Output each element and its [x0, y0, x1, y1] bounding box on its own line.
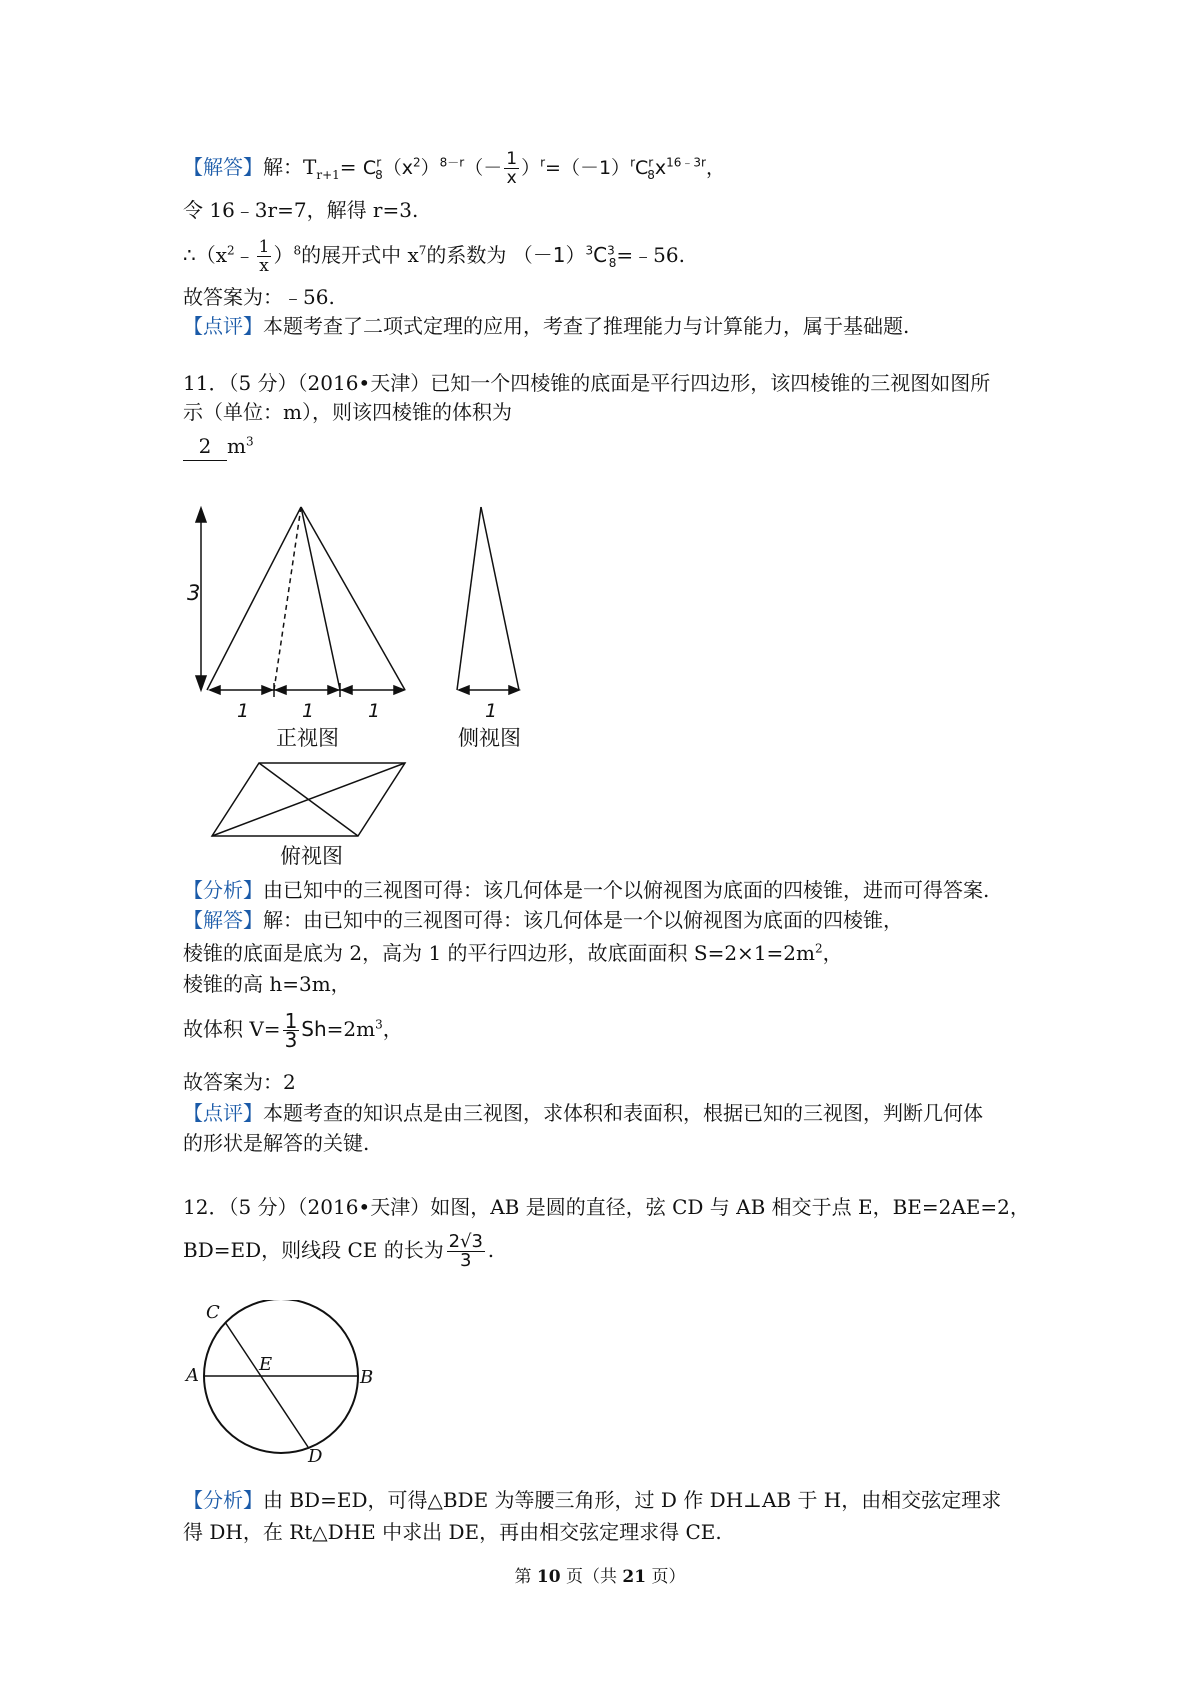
- coefficient-formula: $(-1)^3C^3_8$: [512, 243, 617, 270]
- front-view: [207, 507, 405, 690]
- q11-comment-1: 【点评】本题考查的知识点是由三视图，求体积和表面积，根据已知的三视图，判断几何体: [183, 1101, 983, 1125]
- chord-cd: [225, 1322, 308, 1447]
- page-footer: 第 10 页（共 21 页）: [514, 1567, 686, 1587]
- q10-line3: $\therefore(x^2﹣$ $\frac{1}{x}$ ）$^8$的展开式中 $x^7$的系数为 $(-1)^3C^3_8=﹣56$.: [183, 237, 685, 276]
- point-label-d: D: [308, 1446, 323, 1467]
- q10-answer: 故答案为：﹣56.: [183, 285, 335, 309]
- analysis-tag: 【分析】: [183, 1488, 263, 1512]
- analysis-tag: 【分析】: [183, 878, 263, 902]
- solve-tag: 【解答】: [183, 155, 263, 179]
- front-dim-label-3: 1: [368, 700, 381, 722]
- q11-solve-1: 【解答】解：由已知中的三视图可得：该几何体是一个以俯视图为底面的四棱锥，: [183, 908, 903, 932]
- q12-stem-2: BD=ED，则线段 CE 的长为 $\frac{2√3}{3}$ .: [183, 1231, 495, 1271]
- q11-blank-line: 2 $m^3$: [183, 432, 254, 461]
- point-label-b: B: [360, 1367, 374, 1388]
- front-dim-label-1: 1: [237, 700, 250, 722]
- front-dimension-arrows: [210, 683, 404, 697]
- side-dimension-arrow: [459, 686, 519, 694]
- comment-tag: 【点评】: [183, 1101, 263, 1125]
- point-label-e: E: [259, 1354, 273, 1375]
- binomial-term-formula: $C^r_8(x^2)^{8-r}(-$ $\frac{1}{x}$ ）$^r=(-1)^rC^r_8x^{16﹣3r}$，: [362, 149, 725, 188]
- side-view: [457, 507, 519, 690]
- answer-blank: 2: [183, 432, 227, 461]
- q10-solve-line: 【解答】解：$T_{r+1}= C^r_8(x^2)^{8-r}(-$ $\frac{1}{x}$ ）$^r=(-1)^rC^r_8x^{16﹣3r}$，: [183, 149, 725, 188]
- q10-comment: 【点评】本题考查了二项式定理的应用，考查了推理能力与计算能力，属于基础题.: [183, 314, 910, 338]
- front-view-title: 正视图: [276, 726, 339, 750]
- fraction: $\frac{1}{x}$: [506, 149, 518, 188]
- side-dim-label: 1: [485, 700, 498, 722]
- q12-stem-1: 12．（5 分）（2016•天津）如图，AB 是圆的直径，弦 CD 与 AB 相交于点 E，BE=2AE=2，: [183, 1195, 1030, 1219]
- q11-solve-2: 棱锥的底面是底为 2，高为 1 的平行四边形，故底面面积 $S=2\times 1=2m^2$，: [183, 941, 843, 965]
- solve-tag: 【解答】: [183, 908, 263, 932]
- q11-answer: 故答案为：2: [183, 1070, 296, 1094]
- q11-solve-3: 棱锥的高 h=3m，: [183, 972, 351, 996]
- top-view: [212, 763, 405, 836]
- front-dim-label-2: 1: [302, 700, 315, 722]
- q11-solve-4: 故体积 V= $\frac{1}{3}$ $Sh=2m^3$，: [183, 1009, 403, 1052]
- fraction: $\frac{1}{x}$: [258, 237, 270, 276]
- current-page: 10: [536, 1567, 561, 1587]
- q11-stem-1: 11．（5 分）（2016•天津）已知一个四棱锥的底面是平行四边形，该四棱锥的三视图如图所: [183, 371, 991, 395]
- q10-line2: 令 16﹣3r=7，解得 r=3.: [183, 198, 419, 222]
- q12-analysis-1: 【分析】由 BD=ED，可得△BDE 为等腰三角形，过 D 作 DH⊥AB 于 H，由相交弦定理求: [183, 1488, 1002, 1512]
- q11-analysis: 【分析】由已知中的三视图可得：该几何体是一个以俯视图为底面的四棱锥，进而可得答案.: [183, 878, 990, 902]
- q11-comment-2: 的形状是解答的关键.: [183, 1131, 370, 1155]
- circle-figure: [180, 1300, 380, 1470]
- q12-analysis-2: 得 DH，在 Rt△DHE 中求出 DE，再由相交弦定理求得 CE.: [183, 1520, 722, 1544]
- side-view-title: 侧视图: [458, 726, 521, 750]
- answer-blank: $\frac{2√3}{3}$: [448, 1231, 483, 1271]
- comment-tag: 【点评】: [183, 314, 263, 338]
- total-pages: 21: [622, 1567, 647, 1587]
- height-label: 3: [187, 581, 201, 605]
- top-view-title: 俯视图: [280, 844, 343, 868]
- fraction-one-third: $\frac{1}{3}$: [284, 1009, 298, 1052]
- point-label-c: C: [206, 1302, 220, 1323]
- point-label-a: A: [186, 1365, 199, 1386]
- q11-stem-2: 示（单位：m），则该四棱锥的体积为: [183, 400, 512, 424]
